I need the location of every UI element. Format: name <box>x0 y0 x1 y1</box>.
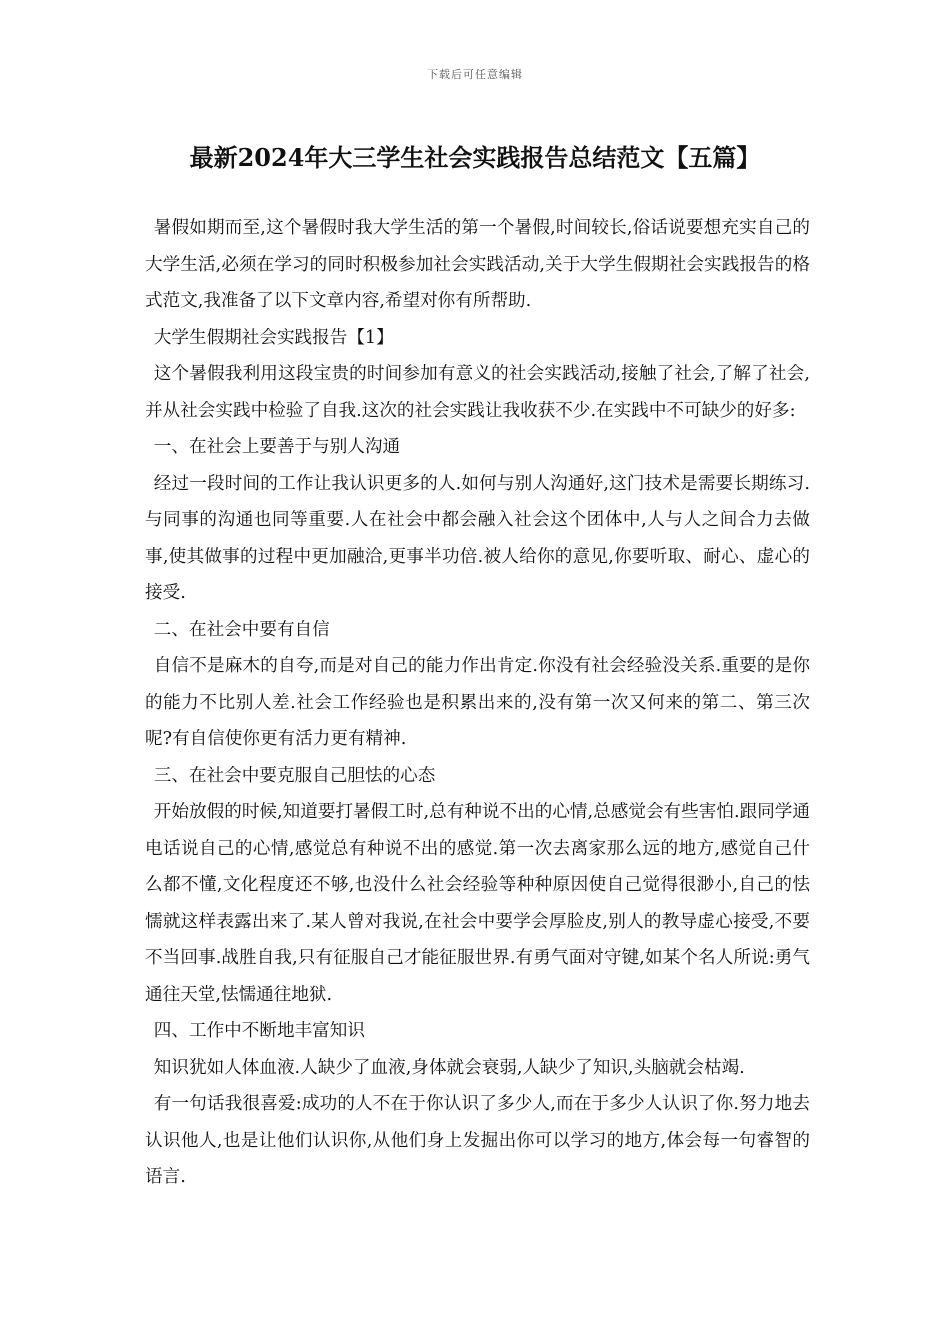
section-heading-2: 二、在社会中要有自信 <box>153 619 330 640</box>
section-paragraph-2: 自信不是麻木的自夸,而是对自己的能力作出肯定.你没有社会经验没关系.重要的是你的能力不比别人差.社会工作经验也是积累出来的,没有第一次又何来的第二、第三次呢?有自信使你更有活力更有精神. <box>145 656 810 749</box>
document-title: 最新2024年大三学生社会实践报告总结范文【五篇】 <box>189 143 761 172</box>
section-paragraph-1: 经过一段时间的工作让我认识更多的人.如何与别人沟通好,这门技术是需要长期练习.与同事的沟通也同等重要.人在社会中都会融入社会这个团体中,人与人之间合力去做事,使其做事的过程中更加融洽,更事半功倍.被人给你的意见,你要听取、耐心、虚心的接受. <box>145 473 810 603</box>
section-paragraph-5: 有一句话我很喜爱:成功的人不在于你认识了多少人,而在于多少人认识了你.努力地去认识他人,也是让他们认识你,从他们身上发掘出你可以学习的地方,体会每一句睿智的语言. <box>145 1094 810 1187</box>
page-header-note: 下载后可任意编辑 <box>427 68 523 81</box>
intro-paragraph: 暑假如期而至,这个暑假时我大学生活的第一个暑假,时间较长,俗话说要想充实自己的大学生活,必须在学习的同时积极参加社会实践活动,关于大学生假期社会实践报告的格式范文,我准备了以下文章内容,希望对你有所帮助. <box>145 218 810 311</box>
report-intro-paragraph: 这个暑假我利用这段宝贵的时间参加有意义的社会实践活动,接触了社会,了解了社会,并从社会实践中检验了自我.这次的社会实践让我收获不少.在实践中不可缺少的好多: <box>145 364 810 421</box>
section-heading-3: 三、在社会中要克服自己胆怯的心态 <box>153 765 436 786</box>
section-paragraph-3: 开始放假的时候,知道要打暑假工时,总有种说不出的心情,总感觉会有些害怕.跟同学通电话说自己的心情,感觉总有种说不出的感觉.第一次去离家那么远的地方,感觉自己什么都不懂,文化程度还不够,也没什么社会经验等种种原因使自己觉得很渺小,自己的怯懦就这样表露出来了.某人曾对我说,在社会中要学会厚脸皮,别人的教导虚心接受,不要不当回事.战胜自我,只有征服自己才能征服世界.有勇气面对守键,如某个名人所说:勇气通往天堂,怯懦通往地狱. <box>145 802 810 1005</box>
section-heading-4: 四、工作中不断地丰富知识 <box>153 1021 365 1041</box>
document-body <box>145 210 810 1196</box>
report-heading: 大学生假期社会实践报告【1】 <box>153 327 394 348</box>
section-paragraph-4: 知识犹如人体血液.人缺少了血液,身体就会衰弱,人缺少了知识,头脑就会枯竭. <box>153 1057 745 1078</box>
section-heading-1: 一、在社会上要善于与别人沟通 <box>153 437 401 457</box>
